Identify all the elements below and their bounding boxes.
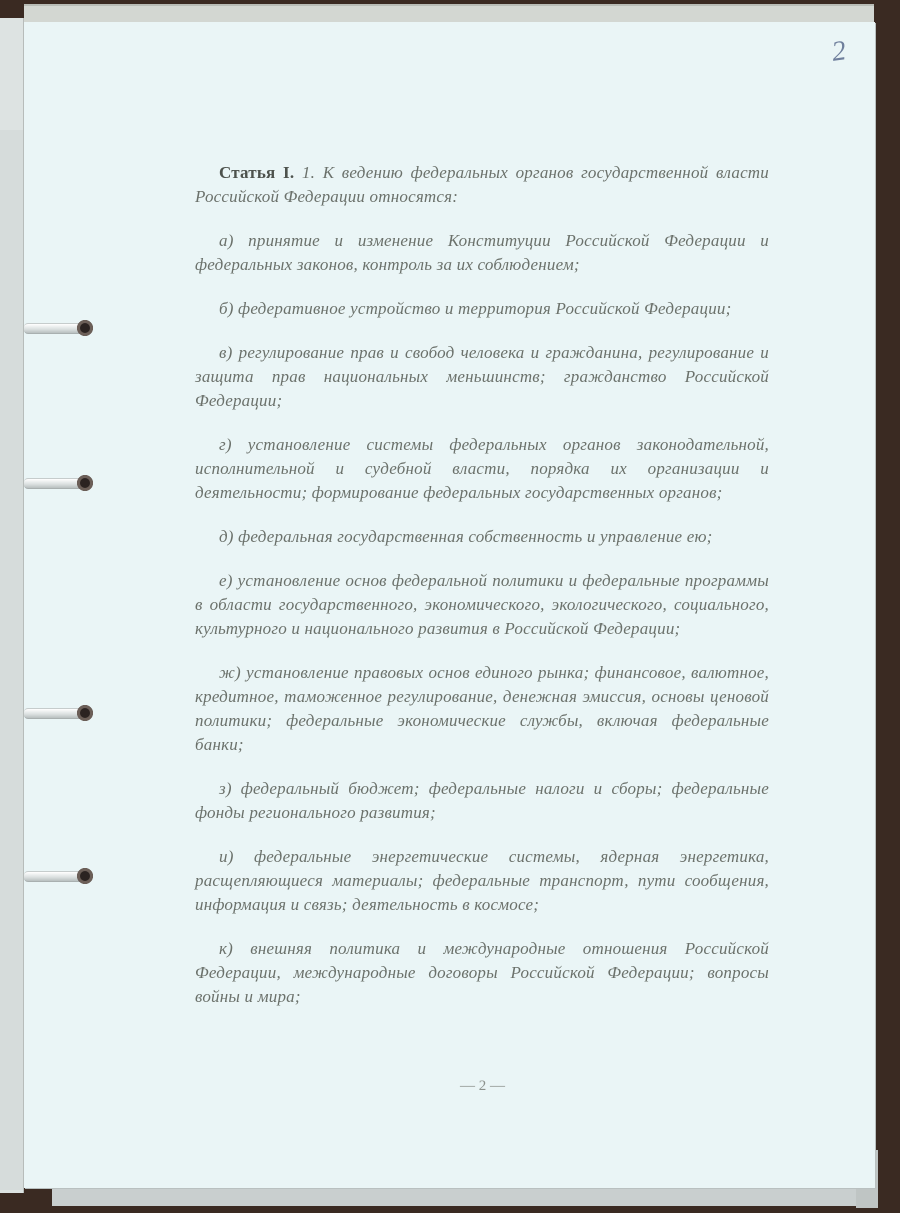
binding-thread <box>24 478 84 489</box>
facing-page-edge-lower <box>0 130 23 1190</box>
paragraph-e: е) установление основ федеральной политики и федеральные программы в области государственного, экономического, экологического, социального, культурного и национального развития в Российской Федерации; <box>195 571 769 638</box>
paragraph-a: а) принятие и изменение Конституции Российской Федерации и федеральных законов, контроль за их соблюдением; <box>195 231 769 274</box>
paragraph-i: и) федеральные энергетические системы, ядерная энергетика, расщепляющиеся материалы; федеральные транспорт, пути сообщения, информация и связь; деятельность в космосе; <box>195 847 769 914</box>
handwritten-page-number: 2 <box>829 35 849 68</box>
paragraph-v: в) регулирование прав и свобод человека и гражданина, регулирование и защита прав национальных меньшинств; гражданство Российской Федерации; <box>195 343 769 410</box>
binding-hole <box>77 475 93 491</box>
paragraph-k: к) внешняя политика и международные отношения Российской Федерации, международные договоры Российской Федерации; вопросы войны и мира; <box>195 939 769 1006</box>
binding-hole <box>77 868 93 884</box>
article-intro: 1. К ведению федеральных органов государственной власти Российской Федерации относятся: <box>195 163 769 206</box>
paragraph-d: д) федеральная государственная собственность и управление ею; <box>219 527 713 546</box>
binding-thread <box>24 323 84 334</box>
binding-thread <box>24 871 84 882</box>
article-intro-paragraph <box>195 161 769 209</box>
binding-hole <box>77 320 93 336</box>
paragraph-b: б) федеративное устройство и территория Российской Федерации; <box>219 299 732 318</box>
paragraph-zh: ж) установление правовых основ единого рынка; финансовое, валютное, кредитное, таможенное регулирование, денежная эмиссия, основы ценовой политики; федеральные экономические службы, включая федеральные банки; <box>195 663 769 754</box>
paragraph-z: з) федеральный бюджет; федеральные налоги и сборы; федеральные фонды регионального развития; <box>195 779 769 822</box>
binding-hole <box>77 705 93 721</box>
binding-thread <box>24 708 84 719</box>
underlying-page-bottom <box>52 1186 860 1206</box>
article-heading: Статья I. <box>219 163 295 182</box>
footer-page-number: — 2 — <box>460 1078 505 1094</box>
document-text <box>195 161 769 1029</box>
paragraph-g: г) установление системы федеральных органов законодательной, исполнительной и судебной власти, порядка их организации и деятельности; формирование федеральных государственных органов; <box>195 435 769 502</box>
